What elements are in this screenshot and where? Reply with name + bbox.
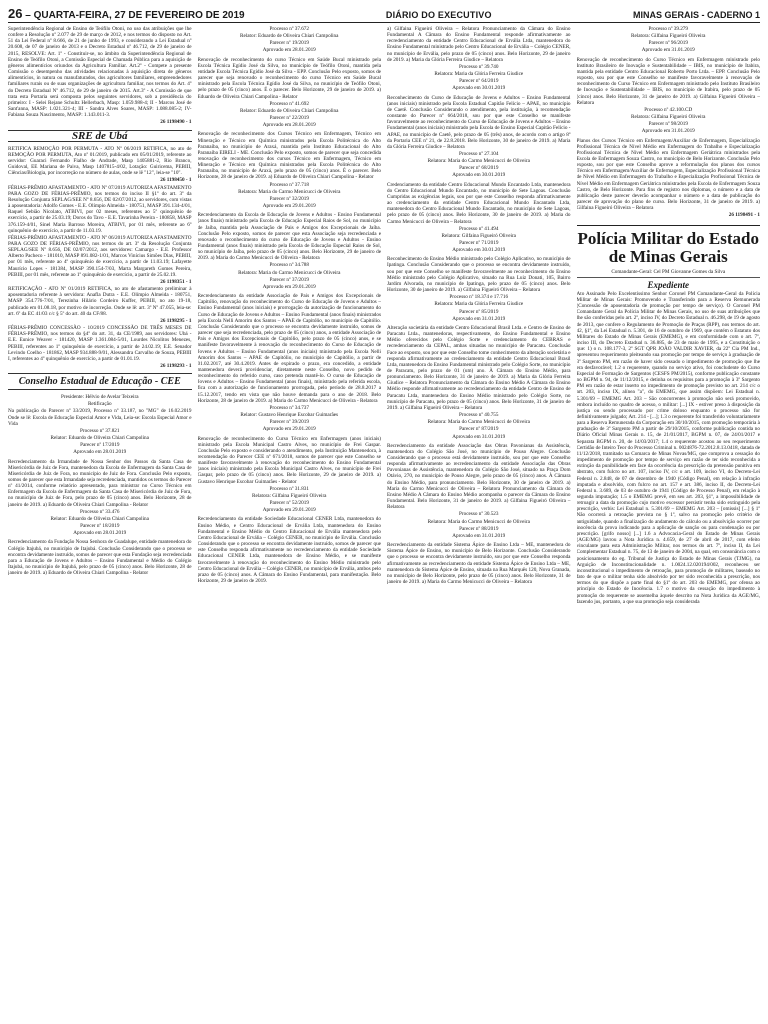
relator: Relator: Eduardo de Oliveira Chiari Campolina — [240, 107, 339, 114]
col2-proc-block-4 — [198, 262, 382, 290]
col1-p7: Recredenciamento da Irmandade de Nossa Senhor dos Passos da Santa Casa de Misericórdia de Juiz de Fora, mantenedora da Escola de Enfermagem da Santa Casa de Misericórdia de Juiz de Fora, no município de Juiz de Fora. Conclusão Pelo exposto, somos de parecer que esta Irmandade seja recredenciada, mantidos os termos do Parecer nº 41/2014, conforme relatório apresentado, para ministrar no Curso Técnico em Enfermagem da Escola de Enfermagem da Santa Casa de Misericórdia de Juiz de Fora, no município de Juiz de Fora, pelo prazo de 05 (cinco) anos. Belo Horizonte, 28 de janeiro de 2019. a) Eduardo de Oliveira Chiari Campolina - Relator — [8, 458, 192, 508]
expediente-heading: Expediente — [647, 279, 689, 290]
approval-date: Aprovado em 31.01.2019 — [641, 47, 695, 54]
cee-retificacao: Retificação — [87, 401, 112, 408]
page-number: 26 — [8, 6, 23, 21]
relator: Relatora: Maria do Carmo Menicucci de Oliveira — [238, 269, 341, 276]
header-date: QUARTA-FEIRA, 27 DE FEVEREIRO DE 2019 — [33, 10, 245, 21]
parecer: Parecer nº 52/2019 — [269, 500, 309, 507]
parecer: Parecer nº 18/2019 — [80, 523, 120, 530]
col2-p5: Renovação de reconhecimento do Curso Técnico em Enfermagem (anos iniciais) ministrado pela Escola Municipal Castro Alves, no município de Frei Gaspar. Conclusão Pelo exposto e considerando o atendimento, pela Instituição Mantenedora, à recomendação do Parecer CEE nº 671/2018, somos de parecer que este Conselho se manifeste favoravelmente à renovação do reconhecimento do Ensino Fundamental (anos iniciais) ministrado pela Escola Municipal Castro Alves, no município de Frei Gaspar, pelo prazo de 05 (cinco) anos. Belo Horizonte, 29 de janeiro de 2019. a) Gustavo Henrique Escobar Guimarães - Relator — [197, 435, 381, 485]
col1-p8: Recredenciamento da Fundação Nossa Senhora de Guadalupe, entidade mantenedora do Colégio Itajubá, no município de Itajubá. Conclusão Considerando que o processo se encontra devidamente instruído, somos de parecer que esta Fundação seja recredenciada para a Educação de Jovens e Adultos – Ensino Fundamental e Médio do Colégio Itajubá, no município de Itajubá, pelo prazo de 05 (cinco) anos. Belo Horizonte, 28 de janeiro de 2019. a) Eduardo de Oliveira Chiari Campolina - Relator — [8, 539, 192, 577]
process-number: Processo nº 31.831 — [269, 485, 309, 492]
parecer: Parecer nº 19/2019 — [269, 40, 309, 47]
relator: Relatora: Maria da Glória Ferreira Giudice — [434, 71, 524, 78]
process-number: Processo nº 37.718 — [269, 181, 309, 188]
col4-proc-block-2 — [577, 107, 761, 135]
col3-p2: Credenciamento da entidade Centro Educacional Mundo Encantado Ltda, mantenedora do Centro Educacional Mundo Encantado, no município de Sete Lagoas. Conclusão Cumpridas as exigências legais, sou por que este Conselho responda afirmativamente ao credenciamento da entidade Centro Educacional Mundo Encantado Ltda, mantenedora do Centro Educacional Mundo Encantado, no município de Sete Lagoas, pelo prazo de 05 (cinco) anos. Belo Horizonte, 30 de janeiro de 2019. a) Maria do Carmo Menicucci de Oliveira – Relatora — [387, 181, 571, 225]
col2-p4: Recredenciamento da entidade Associação de Pais e Amigos dos Excepcionais de Capitólio, renovação do reconhecimento do Curso de Educação de Jovens e Adultos – Ensino Fundamental (anos iniciais) e prorrogação da autorização de funcionamento do Curso de Educação de Jovens e Adultos – Ensino Fundamental (anos finais) ministrados pela Escola Nelli Amorim dos Santos – APAE de Capitólio, no município de Capitólio. Conclusão Considerando que o processo se encontra devidamente instruído, somos de parecer que seja recredenciada, pelo prazo de 05 (cinco) anos, a entidade Associação de Pais e Amigos dos Excepcionais de Capitólio, pelo prazo de 05 (cinco) anos, e se manifeste favoravelmente à renovação do reconhecimento do Curso de Educação de Jovens e Adultos – Ensino Fundamental (anos iniciais) ministrado pela Escola Nelli Amorim dos Santos – APAE de Capitólio, no município de Capitólio, a partir de 01.02.2017, até 30.4.2019. Antes de expirado o prazo, era concedido, a entidade mantenedora deverá providenciar, diretamente neste Conselho, novo pedido de reconhecimento do referido curso, caso pretenda mantê-lo. O curso de Educação de Jovens e Adultos – Ensino Fundamental (anos finais), ministrado pela referida escola, fica com a autorização de funcionamento prorrogada, pelo período de 28.8.2017 a 15.12.2017, tendo em vista que não houve demanda para o ano de 2018. Belo Horizonte, 28 de janeiro de 2019. a) Maria do Carmo Menicucci de Oliveira - Relatora — [197, 293, 381, 404]
approval-date: Aprovado em 31.01.2019 — [452, 532, 506, 539]
parecer: Parecer nº 22/2019 — [269, 115, 309, 122]
relator: Relatora: Gilfaina Figueiró Oliveira — [631, 33, 706, 40]
col3-p0: a) Gilfaina Figueiró Oliveira – Relatora Pronunciamento da Câmara do Ensino Fundamental A Câmara do Ensino Fundamental responde afirmativamente ao recredenciamento da entidade Centro Educacional de Ervália Ltda, mantenedora do Ensino Fundamental ministrado pelo Centro Educacional de Ervália – Colégio CENER, no município de Ervália, pelo prazo de 05 (cinco) anos. Belo Horizonte, 29 de janeiro de 2019. a) Maria da Glória Ferreira Giudice – Relatora — [387, 26, 571, 63]
col4-proc-block-1 — [577, 26, 761, 54]
parecer: Parecer nº 87/2019 — [459, 426, 499, 433]
col3-proc-block-5 — [387, 412, 571, 440]
col3-proc-block-1 — [387, 64, 571, 92]
approval-date: Aprovado em 28.01.2019 — [73, 449, 127, 456]
parecer: Parecer nº 17/2019 — [80, 442, 120, 449]
column-2 — [198, 26, 382, 1022]
process-number: Processo nº 37.672 — [269, 26, 309, 32]
header-title: DIÁRIO DO EXECUTIVO — [385, 10, 492, 20]
relator: Relator: Eduardo de Oliveira Chiari Campolina — [240, 33, 339, 40]
column-4 — [577, 26, 761, 1022]
column-1 — [8, 26, 192, 1022]
col1-code-1: 26 1198490 - 1 — [160, 119, 192, 126]
col1-p3: FÉRIAS-PRÊMIO AFASTAMENTO - ATO Nº 06/2019 AUTORIZA AFASTAMENTO PARA GOZO DE FÉRIAS-PRÊMIO, nos termos do art. 3º da Resolução Conjunta SEPLAG/SEE Nº 8.656, DE 02/07/2012, aos servidores: Camargo - E.E. Professor Alberto Pacheco - 181010, MASP 891.082-1/01, Marcos Vinícius Simões Dias, PEBIII, por 01 mês, referente ao 4º quinquênio de exercício, a partir de 11.03.19; Lafayette Maurício Lopes - 181384, MASP 390.154-7/03, Marta Margareth Gomes Pereira, PEBIII, por 01 mês, referente ao 1º quinquênio de exercício, a partir de 25.02.19. — [8, 234, 192, 278]
col2-p2: Renovação de reconhecimento dos Cursos Técnico em Enfermagem, Técnico em Mineração e Técnico em Química ministrados pela Escola Politécnica do Alto Paranaíba, no município de Araxá, mantida pelo Instituto Educacional do Alto Paranaíba EIRELI - ME. Conclusão Pelo exposto, somos de parecer que seja concedida renovação de reconhecimento dos cursos Técnico em Enfermagem, Técnico em Mineração e Técnico em Química ministrados pela Escola Politécnica do Alto Paranaíba, no município de Araxá, pelo prazo de 05 (cinco) anos. É o parecer. Belo Horizonte, 28 de janeiro de 2019. a) Eduardo de Oliveira Chiari Campolina - Relator — [197, 131, 381, 181]
sre-uba-title: SRE de Ubá — [8, 130, 192, 142]
approval-date: Aprovado em 30.01.2019 — [452, 85, 506, 92]
col4-p3: Ato Assinado Pelo Excelentíssimo Senhor Coronel PM Comandante-Geral da Polícia Militar de Minas Gerais: Promovendo e Transferindo para a Reserva Remunerada (Concessão de aposentadoria de promoção por tempo de serviço). O Coronel PM Comandante Geral da Polícia Militar de Minas Gerais, no uso de suas atribuições que lhe são conferidas pelo art. 2º, inciso IV, do Decreto Estadual n. 46.298, de 19 de agosto de 2013, que confere o Regulamento de Promoção de Praças (RPP), nos termos do art. 42, §1º, da Lei Estadual n. 5.301, de 16 de outubro de 1969, que contém o Estatuto dos Militares do Estado de Minas Gerais (EMEMG), e em conformidade com o art. 7º, inciso III, do Decreto Estadual n. 36.885, de 23 de maio de 1995, e a Constituição o que: 1) o n. 108.177-3, 2º SGT QPR JOÃO VALDIR XAVIER, da 22º Cia PM Ind., apresentou requerimento pleiteando sua promoção por tempo de serviço à graduação de 3º Sargento PM, em razão de haver sido cessado o impedimento de promoção que lhe era desfavorável; 1.2 o requerente, quando no serviço ativo, foi concludente do Curso Especial de Formação de Sargentos (CESFS PM/2015), conforme publicação constante no BGPM n. 94, de 11/12/2015, e detinha os requisitos para a promoção à 3º Sargento PM em razão de estar inserto no impedimento de promoção previsto no art. 214 c/c o art. 203, inciso IX, alínea "a", do EMEMG, que assim dispõem: Lei Estadual n. 5.301/69 – EMEMG Art. 203 – São concorrentes à promoção não será promovido, embora incluído no quadro de acesso, o militar: [...] IX - estiver preso à disposição da justiça ou sendo processado por crime doloso enquanto o processo não for definitivamente julgado; Art. 214 - [...]; 1.3 o requerente foi transferido voluntariamente para a Reserva Remunerada da Corporação em 30/10/2015, com promoção temporária à graduação de 3º Sargento PM a partir de 29/10/2015, conforme publicação contida no Diário Oficial Minas Gerais n. 15, de 21/01/2017, BGPM n. 07, de 24/01/2017 e Separata BGPM n. 20, de 14/03/2017; 1.4 o requerente acostou ao seu requerimento Certidão de Inteiro Teor do Processo Criminal n. 0024876-72.2012.8.13.0418, datada de 11/12/2018, tramitado na Comarca de Minas Novas/MG, que comprova a cessação do impedimento de promoção por tempo de serviço em razão de ter sido reconhecida a extinção da punibilidade em face da ocorrência da prescrição da pretensão punitiva em abstrato, com fulcro no art. 107, inciso IV, c/c o art. 109, inciso VI, do Decreto-Lei Federal n. 2.848, de 07 de dezembro de 1940 (Código Penal), em relação à infração imputada e absolvido, com fulcro no art. 157 e art. 386, inciso II, do Decreto-Lei Federal n. 3.689, de 03 de outubro de 1941 (Código de Processo Penal), em relação à segunda imputação; 1.5 o EMEMG prevê, em seu art. 203, §1º, a impossibilidade de retroagir a data da promoção cujo motivo excessor persistir tenha sido extinguido pela prescrição, verbis: Lei Estadual n. 5.301/69 – EMEMG Art. 203 – [omissis] [...] § 1º Não ocorrerá a retroação prevista no § 1º, salvo na promoção pelo critério de antiguidade, quando a finalização do andamento do cálculo ou a absolvição ocorrer por inocência da prova indicando para a aplicação de sanção ou para condenação ou por prescrição. [grifo nosso] [...] 1.6 a Advocacia-Geral do Estado de Minas Gerais (AGE/MG) lavrou a Nota Jurídica n. 4.659, de 27 de abril de 2017, com efeito vinculante para esta Administração Militar, nos termos do art. 7º, inciso II, da Lei Complementar Estadual n. 75, de 13 de janeiro de 2004, na qual, em consonância com o posicionamento do eg. Tribunal de Justiça do Estado de Minas Gerais (TJMG), na Arguição de Inconstitucionalidade n. 1.0024.12.020194/002, reconheceu ser inconstitucional o impedimento de retroação, para promoção de militares, baseado no fato de que o militar tenha sido absolvido por ter sido reconhecida a prescrição, nos termos do que dispõe a parte final do §1º do art. 203 do EMEMG, por ofensa ao princípio do Estado de Inocência. 1.7 o motivo da cessação do impedimento à promoção do requerente se assemelha àquele descrito na Nota Jurídica da AGE/MG, fazendo jus, portanto, a que sua promoção seja considerada — [576, 290, 760, 605]
header-left — [8, 6, 245, 21]
process-number: Processo nº 39.740 — [458, 63, 499, 70]
relator: Relatora: Maria da Glória Ferreira Giudice — [434, 301, 524, 308]
col3-p6: Recredenciamento da entidade Sistema Ápice de Ensino Ltda – ME, mantenedora do Sistema Ápice de Ensino, no município de Belo Horizonte. Conclusão Considerando que o processo se encontra devidamente instruído, sou por que este Conselho responda afirmativamente ao recredenciamento da entidade Sistema Ápice de Ensino Ltda – ME, mantenedora do Sistema Ápice de Ensino, situada na Rua Marquês 120, Nova Granada, no município de Belo Horizonte, pelo prazo de 05 (cinco) anos. Belo Horizonte, 31 de janeiro de 2019. a) Maria do Carmo Menicucci de Oliveira – Relatora — [387, 542, 571, 585]
process-number: Processo nº 39.279 — [648, 26, 688, 32]
col3-p3: Reconhecimento do Ensino Médio ministrado pelo Colégio Aplicativo, no município de Ipatinga. Conclusão Considerando que o processo se encontra devidamente instruído, sou por que este Conselho se manifeste favoravelmente ao reconhecimento do Ensino Médio ministrado pelo Colégio Aplicativo, situado na Rua Luiz Donati, 105, Bairro Jardim Alvorada, no município de Ipatinga, pelo prazo de 05 (cinco) anos. Belo Horizonte, 30 de janeiro de 2019. a) Gilfaina Figueiró Oliveira – Relatora — [387, 256, 571, 294]
col1-intro: Superintendência Regional de Ensino de Teófilo Otoni, no uso das atribuições que lhe confere a Resolução nº 2.077 de 29 de março de 2012, e nos termos do disposto no Art. 51 da Lei Federal nº 8.666, de 21 de junho de 1993, e considerando a Lei Estadual nº 20.608, de 07 de janeiro de 2013 e o Decreto Estadual nº 46.712, de 29 de janeiro de 2015, RESOLVE: Art. 1º - Constituir-se, no âmbito da Superintendência Regional de Ensino de Teófilo Otoni, a Comissão Especial de Chamada Pública para a aquisição de gêneros alimentícios oriundos da Agricultura Familiar. Art.2º - Compete a presente Comissão o desempenho das atividades relacionadas à aquisição direta de gêneros alimentícios, in natura ou manufaturados, dos agricultores familiares, empreendedores familiares rurais ou de suas organizações de agricultura familiar, nos termos do Art. 4º do Decreto Estadual Nº 46.712, de 29 de janeiro de 2015. Art.3º - A Comissão de que trata esta Portaria será composta pelos seguintes servidores, sob a presidência do primeiro: I - Selei Rejane Schultz Hellerbach, Masp: 1.059.988-4; II - Marcos José de Sant'anna, MASP: 1.021.321-4; III - Sandra Alves Soares, MASP: 1.088.085-2; IV- Fabiana Souza Nascimento, MASP: 1.143.011-3. — [8, 26, 192, 119]
cee-title: Conselho Estadual de Educação - CEE — [8, 373, 192, 390]
cee-president: Presidente: Hélvio de Avelar Teixeira — [60, 394, 139, 401]
process-number: Processo nº 41.494 — [458, 225, 499, 232]
relator: Relatora: Maria do Carmo Menicucci de Oliveira — [238, 188, 341, 195]
process-number: Processo nº 34.737 — [269, 404, 309, 411]
parecer: Parecer nº 39/2019 — [269, 419, 309, 426]
col1-p4: RETIFICAÇÃO - ATO Nº 01/2019 RETIFICA, no ato de afastamento preliminar à aposentadoria referente à servidora: Anafla Dutra - E.E. Olímpio Almeida - 180751, MASP 354.776-7/01, Terezinha Hilário Cordeiro Kuffer, PEBIII, no ato 19-18, publicado em 01.08.18, por motivo de incorreção. Onde se lê: art. 3º Nº 47.055, leia-se: art. 6º da EC 41/03 c/c § 5º do art. 40 da CF/88. — [8, 286, 192, 317]
header-section: MINAS GERAIS - CADERNO 1 — [632, 10, 760, 20]
relator: Relator: Eduardo de Oliveira Chiari Campolina — [50, 435, 149, 442]
header-dash: – — [22, 10, 34, 21]
approval-date: Aprovado em 29.01.2019 — [262, 426, 316, 433]
col2-p3: Recredenciamento da Escola de Educação de Jovens e Adultos - Ensino Fundamental (anos finais) ministrado pela Escola de Educação Especial Raios de Sol, no município de Jaíba, mantida pela Associação de Pais e Amigos dos Excepcionais de Jaíba. Conclusão Pelo exposto, somos de parecer que esta Associação seja recredenciada e renovado o reconhecimento do curso de Educação de Jovens e Adultos - Ensino Fundamental (anos finais) ministrado pela Escola de Educação Especial Raios de Sol, no município de Jaíba, pelo prazo de 05 (cinco) anos. Belo Horizonte, 29 de janeiro de 2019. a) Maria do Carmo Menicucci de Oliveira - Relatora — [197, 212, 381, 262]
col2-proc-block-6 — [198, 486, 382, 514]
col3-proc-block-2 — [387, 151, 571, 179]
approval-date: Aprovado em 29.01.2019 — [262, 507, 316, 514]
approval-date: Aprovado em 31.01.2019 — [452, 433, 506, 440]
approval-date: Aprovado em 28.01.2019 — [262, 47, 316, 54]
process-number: Processo nº 33.476 — [79, 508, 120, 515]
relator: Relatora: Maria do Carmo Menicucci de Oliveira — [427, 419, 530, 426]
col1-p6: Na publicação do Parecer nº 33/2019, Processo nº 33.187, no "MG" de 16.02.2019 Onde se lê: Escola de Educação Especial Amor e Vida, Leia-se: Escola Especial Amor e Vida — [8, 408, 192, 427]
parecer: Parecer nº 68/2019 — [459, 165, 499, 172]
col3-proc-block-3 — [387, 226, 571, 254]
col2-p1: Renovação de reconhecimento do curso Técnico em Saúde Bucal ministrado pela Escola Técnica Egídio José da Silva, no município de Teófilo Otoni, mantida pela entidade Escola Técnica Egídio José da Silva - EPP. Conclusão Pelo exposto, somos de parecer que seja renovado o reconhecimento do curso Técnico em Saúde Bucal ministrado pela Escola Técnica Egídio José da Silva, no município de Teófilo Otoni, pelo prazo de 05 (cinco) anos. É o parecer. Belo Horizonte, 29 de janeiro de 2019. a) Eduardo de Oliveira Chiari Campolina - Relator — [197, 56, 381, 100]
col1-p5: FÉRIAS-PRÊMIO CONCESSÃO - 10/2019 CONCESSÃO DE TRÊS MESES DE FÉRIAS-PRÊMIO, nos termos do §4º do art. 31, da CE/1989, aos servidores: Ubá - E.E. Eunice Weaver - 181420, MASP 1.361.084-5/01, Lourdes Nicolitos Menezes, PEBIII, referentes ao 1º quinquênio de exercício, a partir de 24.02.19; E.E. Senador Levindo Coelho - 181862, MASP 934.888-9/01, Alessandra Carvalho de Souza, PEBIII I, referentes ao 4º quinquênio de exercício, a partir de 01.01.19. — [8, 325, 192, 362]
approval-date: Aprovado em 30.01.2019 — [452, 247, 506, 254]
col4-p2: Planos dos Cursos Técnico em Enfermagem/Auxiliar de Enfermagem, Especialização Profissional Técnica de Nível Médio em Enfermagem do Trabalho e Especialização Profissional Técnica de Nível Médio em Enfermagem Geriátrica ministrados pela Escola de Enfermagem Souza Castro, no município de Belo Horizonte. Conclusão Pelo exposto, sou por que este Conselho aprove a reformulação dos planos dos cursos Técnico em Enfermagem/Auxiliar de Enfermagem, Especialização Profissional Técnica de Nível Médio em Enfermagem do Trabalho e Especialização Profissional Técnica de Nível Médio em Enfermagem Geriátrica ministrados pela Escola de Enfermagem Souza Castro, de Belo Horizonte. Para fins de registro nos diplomas, o número e a data de publicação deste parecer deverão acompanhar o número e a data de publicação do parecer de aprovação do plano de curso. Belo Horizonte, 31 de janeiro de 2019. a) Gilfaina Figueiró Oliveira – Relatora — [576, 137, 760, 212]
process-number: Processo nº 37.821 — [79, 427, 120, 434]
approval-date: Aprovado em 31.01.2019 — [452, 315, 506, 322]
relator: Relatora: Gilfaina Figueiró Oliveira — [631, 114, 706, 121]
col2-p6: Recredenciamento da entidade Sociedade Educacional CENER Ltda, mantenedora do Ensino Médio, e Centro Educacional de Ervália Ltda, mantenedora do Ensino Fundamental e Ensino Médio do Centro Educacional de Ervália mantenedora pelo Centro Educacional de Ervália – Colégio CENER, no município de Ervália. Conclusão Considerando que o processo se encontra devidamente instruído, somos de parecer que este Conselho responda afirmativamente no recredenciamento da entidade Sociedade Educacional CENER Ltda, mantenedora de Ensino Médio, e se manifeste favoravelmente à renovação do reconhecimento do Ensino Médio ministrado pelo Centro Educacional de Ervália – Colégio CENER, no município de Ervália, ambos pelo prazo de 05 (cinco) anos. A Câmara do Ensino Fundamental, para manifestação. Belo Horizonte, 29 de janeiro de 2019. — [197, 516, 381, 584]
col1-p2: FÉRIAS-PRÊMIO AFASTAMENTO - ATO Nº 07/2019 AUTORIZA AFASTAMENTO PARA GOZO DE FÉRIAS-PRÊMIO, nos termos do inciso II §1º do art. 3º da Resolução Conjunta SEPLAG/SEE Nº 8.656, DE 02/07/2012, ao servidores, com vistas à aposentadoria: Adolfo Gomes - E.E. Olímpio Almeida - 180751, MASP 391.134-4/01, Raquel Sebião Nicolato, ATBIVI, por 02 meses, referentes ao 5º quinquênio de exercício, a partir de 25.03.19; Doros do Tavo - E.E. Tavarinha Pereira - 180858, MASP 376.159-4/01, Sinel Maria Barroso Moreira, ATBIVI, por 01 mês, referente ao 6º quinquênio de exercício, a partir de 11.03.19. — [8, 184, 192, 234]
approval-date: Aprovado em 28.01.2019 — [73, 530, 127, 537]
page-header — [8, 6, 760, 23]
col2-proc-block-5 — [198, 405, 382, 433]
col3-p4: Alteração societária da entidade Centro Educacional Brasil Ltda. e Centro de Ensino de Paracatu Ltda., mantenedoras, respectivamente, do Ensino Fundamental e Ensino Médio oferecidos pelo Colégio Sorte e credenciamento do CEBRAS e recredenciamento da CEPAL, ambas situadas no município de Paracatu. Conclusão Face ao exposto, sou por que este Conselho tome conhecimento da alteração societária e responda afirmativamente ao credenciamento da entidade Centro Educacional Brasil Ltda, mantenedora do Ensino Fundamental ministrado pelo Colégio Sorte, no município de Paracatu, pelo prazo de 01 (um) ano. À Câmara do Ensino Médio, para pronunciamento. Belo Horizonte, 31 de janeiro de 2019. a) Maria da Glória Ferreira Giudice – Relatora Pronunciamento da Câmara do Ensino Médio A Câmara do Ensino Médio responde afirmativamente ao recredenciamento da entidade Centro de Ensino de Paracatu Ltda, mantenedora do Ensino Médio ministrado pelo Colégio Sorte, no município de Paracatu, pelo prazo de 05 (cinco) anos. Belo Horizonte, 31 de janeiro de 2019. a) Gilfaina Figueiró Oliveira – Relatora — [387, 324, 571, 411]
process-number: Processo nº 41.692 — [269, 100, 309, 107]
process-number: Processo nº 27.104 — [458, 150, 499, 157]
column-3 — [387, 26, 571, 1022]
approval-date: Aprovado em 29.01.2019 — [262, 203, 316, 210]
parecer: Parecer nº 88/2019 — [459, 525, 499, 532]
col1-code-2: 26 1198450 - 1 — [160, 177, 192, 184]
parecer: Parecer nº 85/2019 — [459, 308, 499, 315]
col2-proc-block-2 — [198, 101, 382, 129]
approval-date: Aprovado em 30.01.2019 — [452, 172, 506, 179]
columns — [8, 26, 760, 1022]
col1-code-3: 26 1198351 - 1 — [160, 278, 192, 285]
col2-proc-block-1 — [198, 26, 382, 54]
parecer: Parecer nº 32/2019 — [269, 195, 309, 202]
parecer: Parecer nº 37/2019 — [269, 276, 309, 283]
relator: Relatora: Gilfaina Figueiró Oliveira — [441, 232, 516, 239]
approval-date: Aprovado em 31.01.2019 — [641, 128, 695, 135]
col2-proc-block-3 — [198, 182, 382, 210]
col1-code-5: 26 1198293 - 1 — [160, 362, 192, 369]
approval-date: Aprovado em 29.01.2019 — [262, 283, 316, 290]
col3-proc-block-6 — [387, 511, 571, 539]
col1-p1: RETIFICA REMOÇÃO POR PERMUTA - ATO Nº 06/2019 RETIFICA, no ato de REMOÇÃO POR PERMUTA, Ato nº 01/2019, publicado em 05/01/2019, referente ao servidor: Guaraci Fernando Fialho de Andrade, Masp 1405881-2, Rio Branco, Guidoval, EE Mariana de Paiva, Masp 1407815-4/02, Lotação: Guiricema, PEBIII, Ciências/Biologia, por incorreção no número de aulas, onde se lê "12", leia-se "10". — [8, 145, 192, 177]
process-number: Processo nº 34.788 — [269, 262, 309, 269]
process-number: Processo nº 40.755 — [458, 412, 499, 419]
parecer: Parecer nº 98/2019 — [648, 121, 688, 128]
policia-militar-title: Polícia Militar do Estado de Minas Gerais — [577, 225, 761, 266]
parecer: Parecer nº 96/2019 — [648, 40, 688, 47]
col4-code-1: 26 1198491 - 1 — [728, 212, 760, 219]
col1-proc-block-2 — [8, 509, 192, 537]
relator: Relatora: Gilfaina Figueiró Oliveira — [252, 492, 327, 499]
process-number: Processo nº 18.374 e 17.716 — [449, 294, 509, 301]
relator: Relator: Gustavo Henrique Escobar Guimarães — [240, 412, 339, 419]
col1-proc-block-1 — [8, 428, 192, 456]
relator: Relatora: Maria do Carmo Menicucci de Oliveira — [427, 158, 530, 165]
policia-militar-commander: Comandante-Geral: Cel PM Giovanne Gomes da Silva — [577, 269, 761, 278]
col3-proc-block-4 — [387, 294, 571, 322]
parecer: Parecer nº 71/2019 — [459, 240, 499, 246]
process-number: Processo nº 30.523 — [458, 511, 499, 518]
approval-date: Aprovado em 28.01.2019 — [262, 122, 316, 129]
process-number: Processo nº 42.100.CD — [644, 106, 693, 113]
relator: Relator: Eduardo de Oliveira Chiari Campolina — [50, 515, 149, 522]
col1-code-4: 26 1198295 - 1 — [160, 317, 192, 324]
parecer: Parecer nº 64/2019 — [459, 78, 499, 85]
col4-p1: Renovação de reconhecimento do Curso Técnico em Enfermagem ministrado pelo Instituto Brasileiro de Inovação e Sustentabilidade – IBIS, no município de Itabira, mantida pela entidade Centro Educacional Roberto Porto Ltda. – EPP. Conclusão Pelo exposto, sou por que este Conselho se manifeste favoravelmente à renovação de reconhecimento do Curso Técnico em Enfermagem ministrado pelo Instituto Brasileiro de Inovação e Sustentabilidade – IBIS, no município de Itabira, pelo prazo de 05 (cinco) anos. Belo Horizonte, 31 de janeiro de 2019. a) Gilfaina Figueiró Oliveira – Relatora — [576, 56, 760, 106]
col3-p5: Recredenciamento da entidade Associação das Obras Pavonianas da Assistência, mantenedora do Colégio São José, no município de Pouso Alegre. Conclusão Considerando que o processo está devidamente instruído, sou por que este Conselho responda afirmativamente ao recredenciamento da entidade Associação das Obras Pavonianas de Assistência, mantenedora do Colégio São José, situado na Praça Dom Otávio, 270, no município de Pouso Alegre, pelo prazo de 05 (cinco) anos. À Câmara do Ensino Médio, para pronunciamento. Belo Horizonte, 30 de janeiro de 2019. a) Maria do Carmo Menicucci de Oliveira – Relatora Pronunciamento da Câmara do Ensino Médio A Câmara do Ensino Médio acompanha o parecer da Câmara do Ensino Fundamental. Belo Horizonte, 31 de janeiro de 2019. a) Gilfaina Figueiró Oliveira – Relatora — [387, 442, 571, 511]
relator: Relatora: Maria do Carmo Menicucci de Oliveira — [427, 518, 530, 525]
col3-p1: Reconhecimento do Curso de Educação de Jovens e Adultos – Ensino Fundamental (anos iniciais) ministrado pela Escola Estadual Capitão Felício – APAE, no município de Caetê. Conclusão Considerando o atendimento, pela instituição, à recomendação constante do Parecer nº 664/2018, sou por que este Conselho se manifeste favoravelmente ao reconhecimento do Curso de Educação de Jovens e Adultos – Ensino Fundamental (anos iniciais) ministrado pela Escola de Ensino Especial Capitão Felício - APAE, no município de Caetê, pelo prazo de 05 (três) anos, de acordo com o artigo 8º da Portaria CEE nº 21, de 22.8.2018. Belo Horizonte, 30 de janeiro de 2019. a) Maria da Glória Ferreira Giudice – Relatora — [387, 94, 571, 150]
